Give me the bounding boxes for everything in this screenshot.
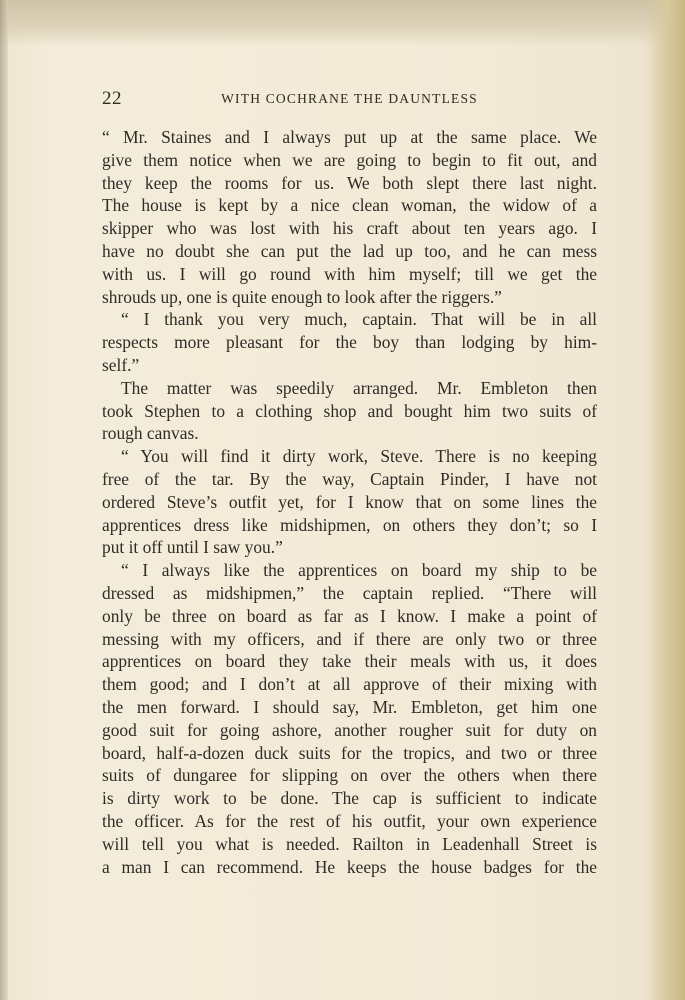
text-line: with us. I will go round with him myself; till we get the xyxy=(102,263,597,284)
page-number: 22 xyxy=(102,88,122,109)
text-line: skipper who was lost with his craft about ten years ago. I xyxy=(102,218,597,239)
text-line: have no doubt she can put the lad up too, and he can mess xyxy=(102,240,597,261)
text-line: free of the tar. By the way, Captain Pinder, I have not xyxy=(102,468,597,489)
page-header xyxy=(102,88,597,112)
text-line: a man I can recommend. He keeps the house badges for the xyxy=(102,856,597,877)
text-line: The matter was speedily arranged. Mr. Embleton then xyxy=(121,377,597,398)
text-line: dressed as midshipmen,” the captain replied. “There will xyxy=(102,582,597,603)
text-line: “ You will find it dirty work, Steve. There is no keeping xyxy=(121,446,597,467)
text-line: the men forward. I should say, Mr. Embleton, get him one xyxy=(102,696,597,717)
body-text xyxy=(102,126,597,878)
text-line: shrouds up, one is quite enough to look after the riggers.” xyxy=(102,286,502,307)
text-line: “ I always like the apprentices on board my ship to be xyxy=(121,560,597,581)
text-line: give them notice when we are going to begin to fit out, and xyxy=(102,149,597,170)
text-line: board, half-a-dozen duck suits for the tropics, and two or three xyxy=(102,742,597,763)
text-line: “ Mr. Staines and I always put up at the same place. We xyxy=(102,127,597,147)
text-line: rough canvas. xyxy=(102,423,199,444)
text-line: ordered Steve’s outfit yet, for I know that on some lines the xyxy=(102,491,597,512)
text-line: them good; and I don’t at all approve of their mixing with xyxy=(102,674,597,695)
text-line: apprentices dress like midshipmen, on others they don’t; so I xyxy=(102,514,597,535)
text-line: put it off until I saw you.” xyxy=(102,537,283,558)
text-line: The house is kept by a nice clean woman, the widow of a xyxy=(102,195,597,216)
text-line: apprentices on board they take their meals with us, it does xyxy=(102,651,597,672)
page-right-edge xyxy=(647,0,685,1000)
text-line: self.” xyxy=(102,354,140,375)
text-line: they keep the rooms for us. We both slept there last night. xyxy=(102,172,597,193)
text-line: messing with my officers, and if there are only two or three xyxy=(102,628,597,649)
text-line: is dirty work to be done. The cap is sufficient to indicate xyxy=(102,788,597,809)
text-line: “ I thank you very much, captain. That will be in all xyxy=(121,309,597,330)
page-left-binding-shadow xyxy=(0,0,8,1000)
text-line: took Stephen to a clothing shop and bought him two suits of xyxy=(102,400,597,421)
text-line: will tell you what is needed. Railton in Leadenhall Street is xyxy=(102,833,597,854)
page-top-shadow xyxy=(0,0,685,46)
text-line: the officer. As for the rest of his outfit, your own experience xyxy=(102,810,597,831)
text-line: good suit for going ashore, another rougher suit for duty on xyxy=(102,719,597,740)
text-line: only be three on board as far as I know. I make a point of xyxy=(102,605,597,626)
text-line: respects more pleasant for the boy than lodging by him- xyxy=(102,332,597,353)
running-title: WITH COCHRANE THE DAUNTLESS xyxy=(221,91,478,106)
text-line: suits of dungaree for slipping on over the others when there xyxy=(102,765,597,786)
